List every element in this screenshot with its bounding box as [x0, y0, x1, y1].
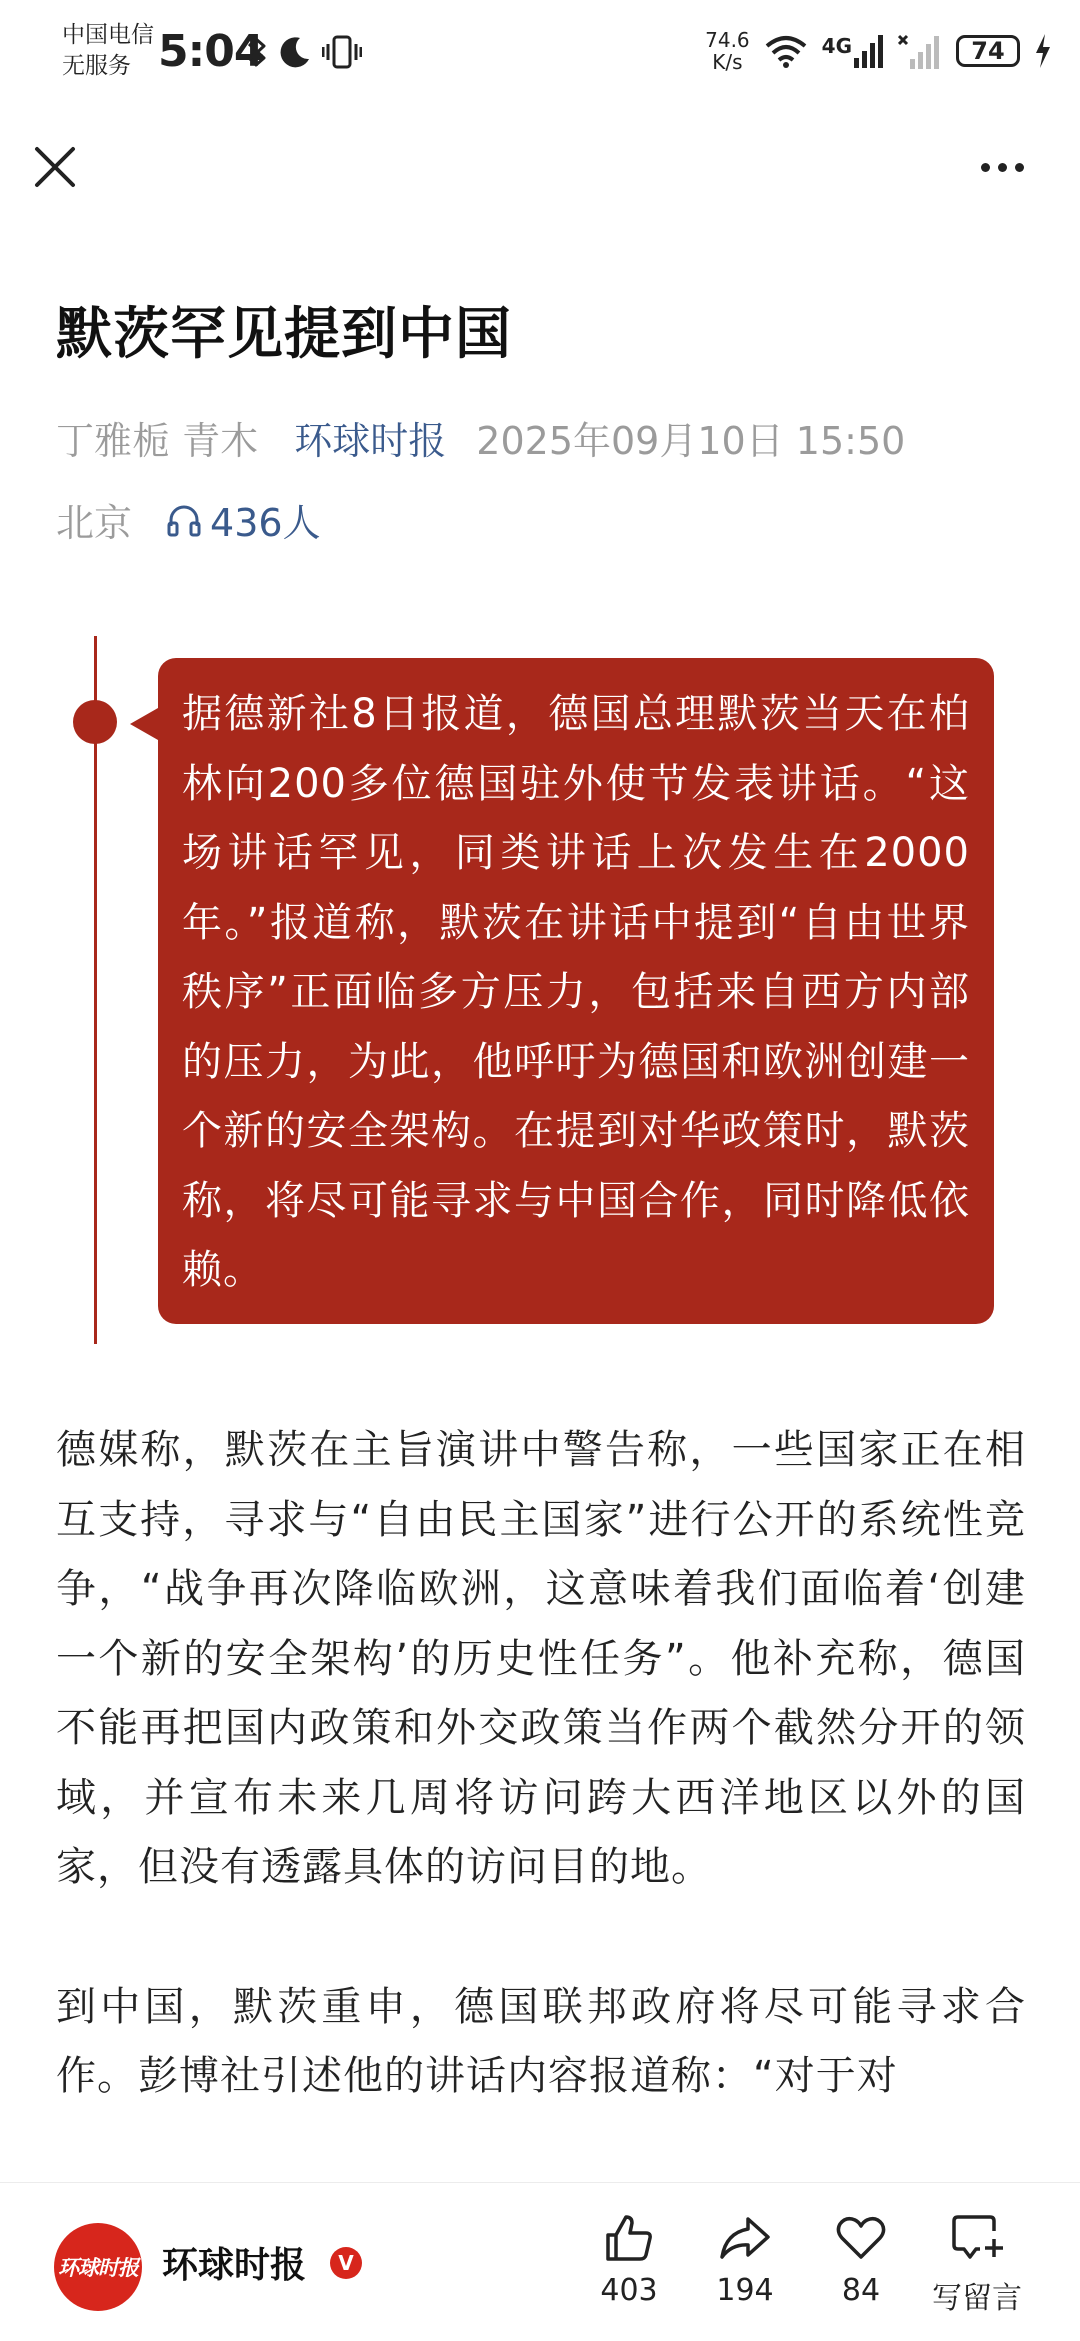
- article-authors: 丁雅栀 青木: [56, 419, 259, 463]
- comment-button[interactable]: [922, 2211, 1032, 2317]
- thumbs-up-icon: [602, 2211, 656, 2265]
- more-icon: [981, 163, 990, 172]
- wifi-icon: [764, 33, 808, 69]
- listen-button[interactable]: [166, 492, 321, 547]
- share-count: 194: [716, 2273, 774, 2308]
- article-paragraph: 德媒称，默茨在主旨演讲中警告称，一些国家正在相互支持，寻求与“自由民主国家”进行公开的系统性竞争，“战争再次降临欧洲，这意味着我们面临着‘创建一个新的安全架构’的历史性任务”。他补充称，德国不能再把国内政策和外交政策当作两个截然分开的领域，并宣布未来几周将访问跨大西洋地区以外的国家，但没有透露具体的访问目的地。: [56, 1427, 1026, 1890]
- more-button[interactable]: [972, 142, 1032, 192]
- net-speed-unit: K/s: [712, 50, 743, 74]
- article-paragraph: 到中国，默茨重申，德国联邦政府将尽可能寻求合作。彭博社引述他的讲话内容报道称：“对于对: [56, 1983, 1026, 2099]
- carrier-status: 无服务: [62, 53, 131, 79]
- more-icon-dot: [1015, 163, 1024, 172]
- summary-timeline-dot: [73, 700, 117, 744]
- article-body: [56, 1416, 1026, 2182]
- no-signal-icon: [898, 33, 942, 69]
- moon-icon: [278, 35, 312, 69]
- net-speed-value: 74.6: [705, 28, 750, 52]
- carrier-info: [62, 20, 154, 82]
- bluetooth-icon: [246, 34, 268, 70]
- summary-text: 据德新社8日报道，德国总理默茨当天在柏林向200多位德国驻外使节发表讲话。“这场讲话罕见，同类讲话上次发生在2000年。”报道称，默茨在讲话中提到“自由世界秩序”正面临多方压力，包括来自西方内部的压力，为此，他呼吁为德国和欧洲创建一个新的安全架构。在提到对华政策时，默茨称，将尽可能寻求与中国合作，同时降低依赖。: [182, 691, 970, 1293]
- more-icon-dot: [998, 163, 1007, 172]
- vibrate-icon: [322, 34, 362, 70]
- article-datetime: 2025年09月10日 15:50: [476, 419, 906, 463]
- battery-indicator: 74: [956, 35, 1020, 67]
- headphones-icon: [166, 502, 202, 538]
- close-button[interactable]: [28, 140, 82, 194]
- article-meta: [56, 410, 905, 465]
- share-icon: [718, 2211, 772, 2265]
- carrier-name: 中国电信: [62, 22, 154, 48]
- summary-bubble: [158, 658, 994, 1324]
- comment-icon: [950, 2211, 1004, 2265]
- article-source-link[interactable]: 环球时报: [294, 419, 447, 463]
- like-button[interactable]: [574, 2211, 684, 2308]
- account-name[interactable]: 环球时报: [162, 2245, 307, 2286]
- account-logo[interactable]: [54, 2223, 142, 2311]
- signal-icon: [854, 34, 884, 68]
- share-button[interactable]: [690, 2211, 800, 2308]
- charging-icon: [1034, 33, 1052, 69]
- summary-bubble-tail: [130, 708, 158, 740]
- network-type: 4G: [821, 34, 852, 58]
- listener-count: 436人: [210, 501, 321, 545]
- logo-text: 环球时报: [58, 2256, 138, 2280]
- status-time: 5:04: [158, 26, 264, 77]
- article-title: 默茨罕见提到中国: [56, 302, 512, 367]
- bottom-action-bar: [0, 2182, 1080, 2341]
- net-speed: [705, 29, 750, 73]
- favorite-button[interactable]: [806, 2211, 916, 2308]
- verified-badge: V: [330, 2247, 362, 2279]
- article-meta-2: [56, 492, 321, 547]
- favorite-count: 84: [841, 2273, 881, 2308]
- close-icon: [28, 140, 82, 194]
- article-location: 北京: [56, 501, 133, 545]
- like-count: 403: [600, 2273, 658, 2308]
- status-bar: [0, 0, 1080, 110]
- heart-icon: [834, 2211, 888, 2265]
- comment-label: 写留言: [932, 2281, 1022, 2316]
